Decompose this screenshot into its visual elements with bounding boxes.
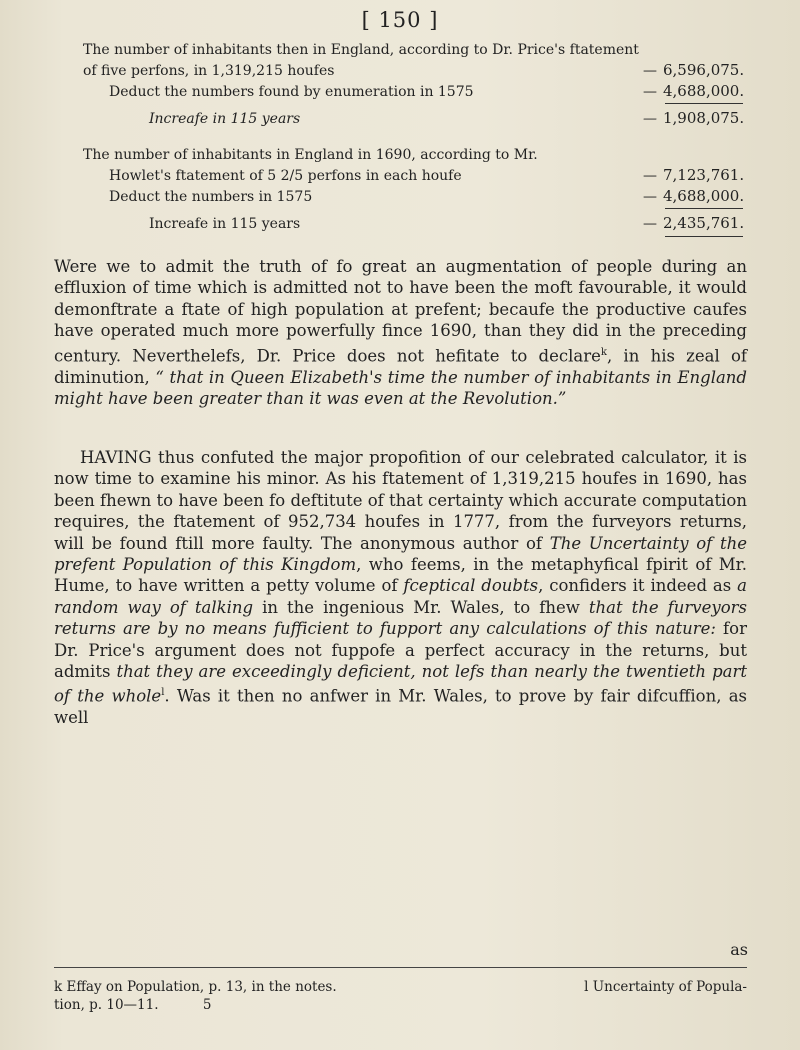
table1-increase: Increafe in 115 years — 1,908,075. (149, 109, 745, 127)
paragraph-1: Were we to admit the truth of fo great an augmentation of people during an effluxion of time which is admitted not to have been the moft favourable, it would demonftrate a ftate of high population at prefent; becaufe the productive caufes have operated much more powerfully fince 1690, than they did in the preceding century. Neverthelefs, Dr. Price does not hefitate to declare$^k$, in his zeal of diminution, “ that in Queen Elizabeth's time the number of inhabitants in England might have been greater than it was even at the Revolution.” (54, 257, 747, 408)
sum-rule (665, 103, 743, 104)
footnote-k: k Effay on Population, p. 13, in the notes. (54, 979, 337, 995)
footnote-l: l Uncertainty of Popula- (584, 979, 747, 995)
table2-value-howlet: 7,123,761. (663, 166, 745, 184)
footnote-mark-k: k (600, 346, 607, 358)
footnotes (54, 978, 747, 1014)
footnote-mark-l: l (161, 687, 165, 699)
quotation: “ that in Queen Elizabeth's time the number of inhabitants in England might have been greater than it was even at the Revolution.” (54, 367, 747, 408)
book-title: The Uncertainty of the prefent Population of this Kingdom (54, 533, 747, 575)
table2-increase: Increafe in 115 years — 2,435,761. (149, 214, 745, 232)
paragraph-2: HAVING thus confuted the major propofition of our celebrated calculator, it is now time to examine his minor. As his ftatement of 1,319,215 houfes in 1690, has been fhewn to have been fo deftitute of that certainty which accurate computation requires, the ftatement of 952,734 houfes in 1777, from the furveyors returns, will be found ftill more faulty. The anonymous author of The Uncertainty of the prefent Population of this Kingdom, who feems, in the metaphyfical fpirit of Mr. Hume, to have written a petty volume of fceptical doubts, confiders it indeed as a random way of talking in the ingenious Mr. Wales, to fhew that the furveyors returns are by no means fufficient to fupport any calculations of this nature: for Dr. Price's argument does not fuppofe a perfect accuracy in the returns, but admits that they are exceedingly deficient, not lefs than nearly the twentieth part of the whole$^l$. Was it then no anfwer in Mr. Wales, to prove by fair difcuffion, as well (54, 448, 747, 728)
table1-value-five-persons: 6,596,075. (663, 61, 745, 79)
signature-mark: 5 (202, 997, 212, 1013)
sum-rule (665, 208, 743, 209)
table2-line1: The number of inhabitants in England in 1690, according to Mr. (83, 147, 538, 163)
footnote-l-continued: tion, p. 10—11. (54, 997, 159, 1013)
population-tables (83, 40, 743, 237)
table2-line3: Deduct the numbers in 1575 — 4,688,000. (109, 187, 745, 205)
table1-increase-value: 1,908,075. (663, 109, 745, 127)
table2-value-1575: 4,688,000. (663, 187, 745, 205)
table2-increase-value: 2,435,761. (663, 214, 745, 232)
footnote-divider (54, 967, 747, 968)
table1-line1: The number of inhabitants then in England, according to Dr. Price's ftatement (83, 42, 639, 58)
catchword: as (730, 940, 748, 959)
table1-line2: of five perfons, in 1,319,215 houfes — 6,596,075. (83, 61, 745, 79)
page-number: [ 150 ] (361, 8, 439, 32)
table1-line3: Deduct the numbers found by enumeration in 1575 — 4,688,000. (109, 82, 745, 100)
table1-value-1575: 4,688,000. (663, 82, 745, 100)
table2-line2: Howlet's ftatement of 5 2/5 perfons in each houfe — 7,123,761. (109, 166, 745, 184)
double-rule (665, 236, 743, 237)
